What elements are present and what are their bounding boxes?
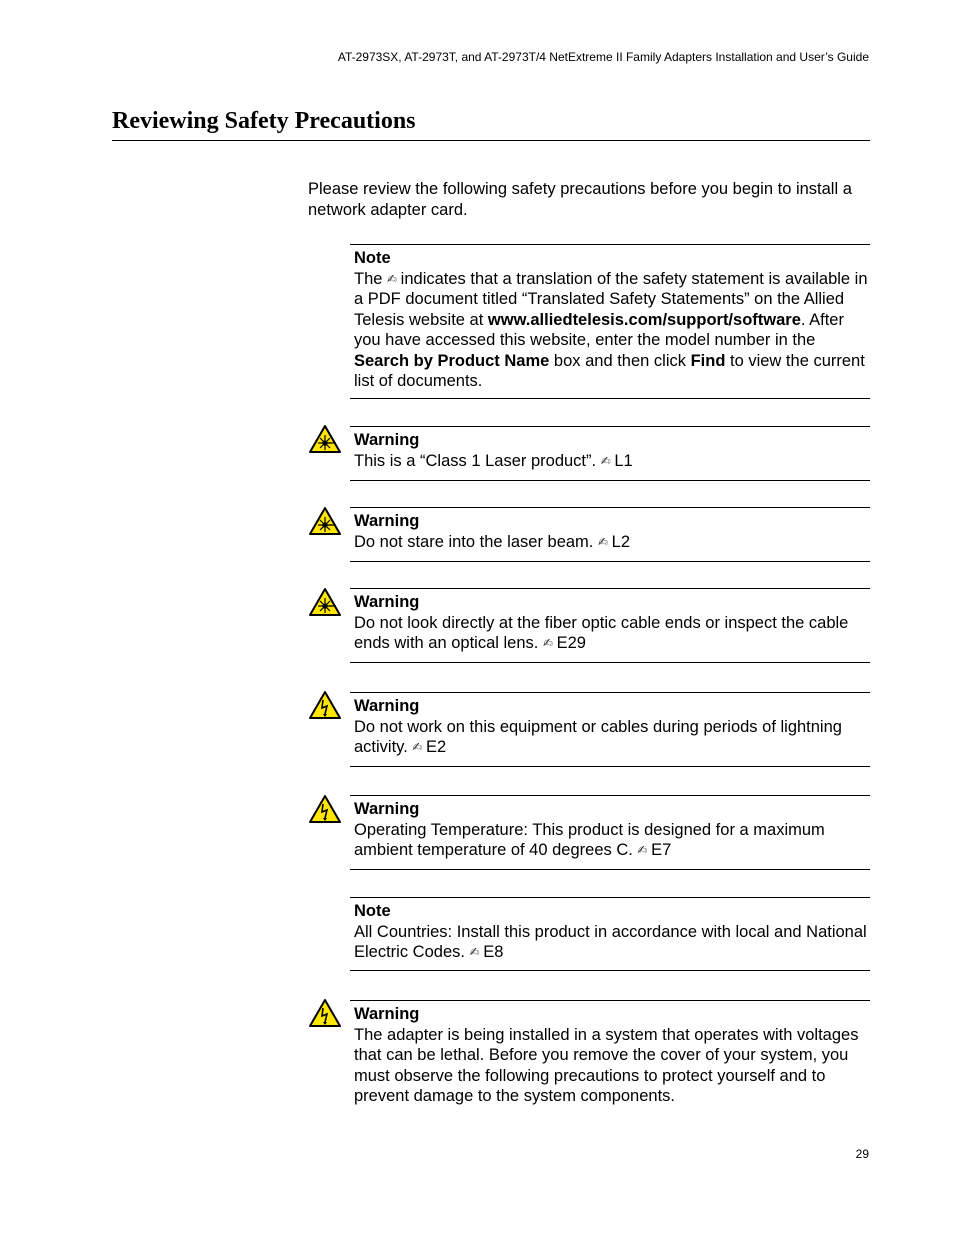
statement-code: E8 [483,943,504,961]
statement-code: L1 [614,451,633,470]
statement-code: L2 [611,532,630,551]
running-header: AT-2973SX, AT-2973T, and AT-2973T/4 NetExtreme II Family Adapters Installation and User’s Guide [337,50,869,64]
warning-heading: Warning [354,431,420,449]
electrical-hazard-icon [308,794,342,824]
laser-warning-icon [308,424,342,454]
translation-symbol-icon: ✍ [597,534,608,549]
note-box-electric-codes [350,897,870,971]
warning-text: The adapter is being installed in a system that operates with voltages that can be lethal. Before you remove the cover of your system, you must observe the following precautions to protect yourself and to prevent damage to the system components. [354,1025,859,1105]
translation-symbol-icon: ✍ [412,740,422,754]
note-text: All Countries: Install this product in accordance with local and National Electric Codes. ✍ E8 [354,922,867,961]
warning-heading: Warning [354,593,420,611]
page-number: 29 [855,1147,869,1161]
warning-box-lethal-voltage [350,1000,870,1107]
warning-text: This is a “Class 1 Laser product”. ✍ L1 [354,451,633,470]
intro-paragraph: Please review the following safety precautions before you begin to install a network adapter card. [308,180,852,219]
find-label: Find [690,351,726,370]
warning-heading: Warning [354,512,420,530]
translation-symbol-icon: ✍ [387,271,397,286]
warning-text: Do not look directly at the fiber optic cable ends or inspect the cable ends with an optical lens. ✍ E29 [354,613,849,652]
statement-code: E2 [426,738,447,756]
note-heading: Note [354,902,391,920]
electrical-hazard-icon [308,690,342,720]
note-box-translation [350,244,870,399]
section-title: Reviewing Safety Precautions [112,108,416,134]
warning-box-class1-laser [350,426,870,481]
electrical-hazard-icon [308,998,342,1028]
warning-heading: Warning [354,1005,420,1023]
warning-box-operating-temperature [350,795,870,870]
statement-code: E7 [651,841,672,859]
translation-symbol-icon: ✍ [637,843,647,857]
warning-box-lightning [350,692,870,767]
translation-symbol-icon: ✍ [542,636,553,650]
warning-text: Operating Temperature: This product is designed for a maximum ambient temperature of 40 degrees C. ✍ E7 [354,820,825,859]
warning-heading: Warning [354,800,420,818]
statement-code: E29 [556,634,586,652]
warning-heading: Warning [354,697,420,715]
warning-box-fiber-optic [350,588,870,663]
warning-text: Do not stare into the laser beam. ✍ L2 [354,532,630,551]
note-text: The ✍ indicates that a translation of the safety statement is available in a PDF document titled “Translated Safety Statements” on the Allied Telesis website at www.alliedtelesis.com/support/software. After you have accessed this website, enter the model number in the Search by Product Name box and then click Find to view the current list of documents. [354,269,868,390]
search-by-product-name-label: Search by Product Name [354,351,550,370]
title-rule [112,140,870,141]
warning-text: Do not work on this equipment or cables during periods of lightning activity. ✍ E2 [354,717,842,756]
laser-warning-icon [308,506,342,536]
translation-symbol-icon: ✍ [469,945,479,959]
laser-warning-icon [308,587,342,617]
support-url: www.alliedtelesis.com/support/software [487,310,801,329]
translation-symbol-icon: ✍ [600,453,610,468]
warning-box-laser-beam [350,507,870,562]
note-heading: Note [354,249,391,267]
